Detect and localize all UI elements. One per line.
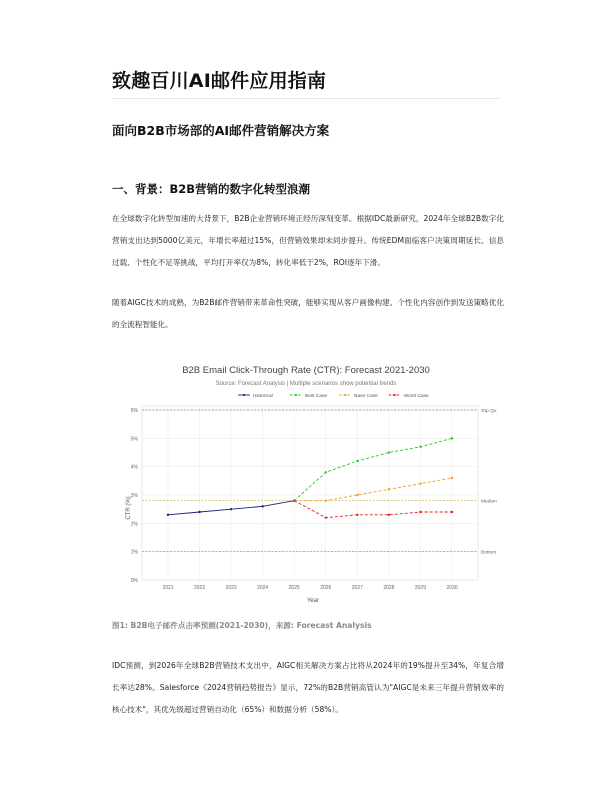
- y-tick-label: 2%: [130, 521, 138, 528]
- legend-label: Historical: [253, 393, 273, 399]
- x-tick-label: 2028: [383, 585, 395, 591]
- chart-legend: [238, 393, 429, 399]
- ctr-forecast-figure: [110, 358, 510, 612]
- legend-marker: [243, 394, 245, 396]
- paragraph-background: 在全球数字化转型加速的大背景下，B2B企业营销环境正经历深刻变革。根据IDC最新研究，2024年全球B2B数字化营销支出达到5000亿美元，年增长率超过15%，但营销效果却未同步提升。传统EDM面临客户决策周期延长、信息过载、个性化不足等挑战，平均打开率仅为8%，转化率低于2%，ROI逐年下滑。: [112, 214, 504, 267]
- data-point: [451, 477, 453, 479]
- data-point: [419, 482, 421, 484]
- x-tick-label: 2025: [288, 585, 300, 591]
- y-tick-label: 0%: [130, 578, 138, 584]
- x-tick-label: 2023: [225, 585, 237, 591]
- x-tick-label: 2030: [446, 585, 458, 591]
- data-point: [388, 488, 390, 490]
- reference-line-label: Median: [481, 499, 497, 505]
- plot-frame: [142, 406, 478, 580]
- x-axis-label: Year: [306, 598, 320, 604]
- x-tick-label: 2029: [414, 585, 427, 591]
- y-axis-label: CTR (%): [126, 496, 132, 520]
- data-point: [325, 516, 327, 518]
- data-point: [325, 471, 327, 473]
- data-point: [356, 494, 358, 496]
- data-point: [419, 511, 421, 513]
- series-line: [294, 501, 452, 518]
- paragraph-forecast: IDC预测，到2026年全球B2B营销技术支出中，AIGC相关解决方案占比将从2024年的19%提升至34%，年复合增长率达28%。Salesforce《2024营销趋势报告》显示，72%的B2B营销高管认为"AIGC是未来三年提升营销效率的核心技术"，其优先级超过营销自动化（65%）和数据分析（58%）。: [112, 661, 504, 714]
- chart-grid: [142, 406, 478, 580]
- title-divider: [112, 98, 500, 99]
- y-tick-label: 5%: [130, 436, 138, 443]
- paragraph-aigc: 随着AIGC技术的成熟，为B2B邮件营销带来革命性突破，能够实现从客户画像构建、个性化内容创作到发送策略优化的全流程智能化。: [112, 298, 504, 329]
- series-line: [294, 438, 452, 500]
- data-point: [261, 505, 263, 507]
- document-title: 致趣百川AI邮件应用指南: [112, 70, 327, 92]
- x-tick-label: 2026: [320, 585, 332, 591]
- figure-caption: 图1: B2B电子邮件点击率预测(2021-2030)，来源: Forecast Analysis: [112, 621, 372, 630]
- data-point: [356, 514, 358, 516]
- ctr-forecast-chart: [110, 358, 510, 612]
- data-point: [167, 514, 169, 516]
- data-point: [451, 511, 453, 513]
- data-point: [388, 514, 390, 516]
- y-tick-label: 1%: [130, 549, 138, 556]
- x-tick-label: 2027: [351, 585, 363, 591]
- data-point: [451, 437, 453, 439]
- y-tick-label: 4%: [130, 464, 138, 471]
- legend-label: Best Case: [305, 393, 328, 399]
- series-line: [294, 478, 452, 501]
- data-point: [325, 499, 327, 501]
- reference-lines: [142, 408, 497, 556]
- reference-line-label: Top Qu: [481, 409, 497, 414]
- reference-line-label: Bottom: [481, 550, 497, 556]
- chart-series: [167, 437, 453, 519]
- y-tick-label: 6%: [130, 408, 138, 414]
- x-tick-label: 2021: [162, 585, 174, 591]
- chart-title: B2B Email Click-Through Rate (CTR): Forecast 2021-2030: [182, 365, 430, 376]
- legend-marker: [344, 394, 346, 396]
- data-point: [356, 460, 358, 462]
- legend-marker: [394, 394, 396, 396]
- data-point: [198, 511, 200, 513]
- chart-subtitle: Source: Forecast Analysis | Multiple scenarios show potential trends: [215, 381, 397, 387]
- document-subtitle: 面向B2B市场部的AI邮件营销解决方案: [112, 123, 330, 138]
- data-point: [419, 446, 421, 448]
- x-tick-label: 2024: [257, 585, 269, 591]
- section-heading: 一、背景：B2B营销的数字化转型浪潮: [112, 182, 311, 196]
- legend-label: Worst Case: [403, 393, 429, 399]
- legend-label: Base Case: [354, 393, 378, 399]
- legend-marker: [295, 394, 297, 396]
- data-point: [230, 508, 232, 510]
- data-point: [388, 451, 390, 453]
- data-point: [293, 499, 295, 501]
- y-tick-label: 3%: [130, 493, 138, 499]
- x-tick-label: 2022: [193, 585, 206, 591]
